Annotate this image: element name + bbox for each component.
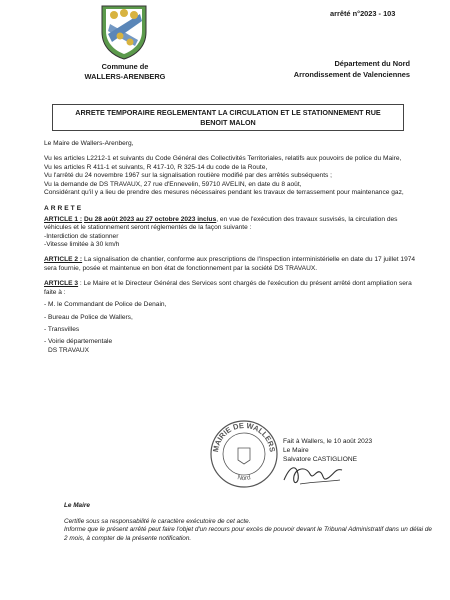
stamp-top-text: MAIRIE DE WALLERS [210,420,277,453]
legal-footer [64,502,434,543]
vu-clause-2: Vu les articles R 411-1 et suivants, R 417-10, R 325-14 du code de la Route, [44,163,268,171]
document-body [44,140,426,355]
title-line-2: BENOIT MALON [200,118,256,127]
commune-label: Commune de [101,62,149,71]
article-1-item: -Vitesse limitée à 30 km/h [44,241,120,249]
vu-clause-3: Vu l'arrêté du 24 novembre 1967 sur la signalisation routière modifié par des arrêtés subséquents ; [44,172,333,180]
article-1-dates: Du 28 août 2023 au 27 octobre 2023 inclus [83,215,217,223]
maire-intro: Le Maire de Wallers-Arenberg, [44,140,134,147]
recipient-item: - Bureau de Police de Wallers, [44,313,133,321]
department-header [270,58,410,80]
stamp-bottom-text: Nord [236,474,252,483]
signer-role: Le Maire [283,447,309,454]
title-line-1: ARRETE TEMPORAIRE REGLEMENTANT LA CIRCULATION ET LE STATIONNEMENT RUE [75,108,381,117]
article-2 [44,256,426,273]
article-2-label: ARTICLE 2 : [44,256,83,264]
recipient-item: - M. le Commandant de Police de Denain, [44,301,167,309]
document-title [52,104,404,131]
article-1-text: , en vue de l'exécution des travaux susvisés, la circulation des véhicules et le stationnement seront réglementés de la façon suivante : [44,215,398,232]
recipient-item: - Voirie départementale [44,338,113,346]
footer-certifie: Certifie sous sa responsabilité le caractère exécutoire de cet acte. [64,517,251,525]
handwritten-signature [280,460,350,490]
article-1-label: ARTICLE 1 : [44,215,83,223]
fait-a-line: Fait à Wallers, le 10 août 2023 [283,438,373,445]
footer-informe: Informe que le présent arrêté peut faire l'objet d'un recours pour excès de pouvoir devant le Tribunal Administratif dans un délai de 2 mois, à compter de la présente notification. [64,526,432,542]
article-3-text: : Le Maire et le Directeur Général des Services sont chargés de l'exécution du présent arrêté dont ampliation sera faite à : [44,280,412,296]
article-1 [44,216,426,233]
department-name: Département du Nord [334,59,410,68]
arrete-number: arrêté n°2023 - 103 [330,9,396,18]
commune-header [60,62,190,82]
article-2-text: La signalisation de chantier, conforme aux prescriptions de l'Inspection interministérielle en date du 17 juillet 1974 sera fournie, posée et maintenue en bon état de fonctionnement par la société DS TRAVAUX. [44,256,416,272]
article-3-label: ARTICLE 3 [44,280,79,288]
vu-clause-1: Vu les articles L2212-1 et suivants du Code Général des Collectivités Territoriales, relatifs aux pouvoirs de police du Maire, [44,155,402,163]
article-1-item: -Interdiction de stationner [44,232,119,240]
considerant-clause: Considérant qu'il y a lieu de prendre des mesures nécessaires pendant les travaux de terrassement pour maintenance gaz, [44,189,404,197]
official-stamp-icon [208,418,280,490]
footer-maire: Le Maire [64,502,90,509]
recipient-item: DS TRAVAUX [48,346,90,354]
signer-name: Salvatore CASTIGLIONE [283,456,358,463]
article-3 [44,280,426,297]
commune-name: WALLERS-ARENBERG [84,72,166,81]
arrondissement-name: Arrondissement de Valenciennes [293,70,410,79]
coat-of-arms-icon [98,4,150,60]
arrete-heading: ARRETE [44,205,84,213]
vu-clause-4: Vu la demande de DS TRAVAUX, 27 rue d'Ennevelin, 59710 AVELIN, en date du 8 août, [44,180,302,188]
recipient-item: - Transvilles [44,325,80,333]
svg-text:Nord [237,474,252,482]
